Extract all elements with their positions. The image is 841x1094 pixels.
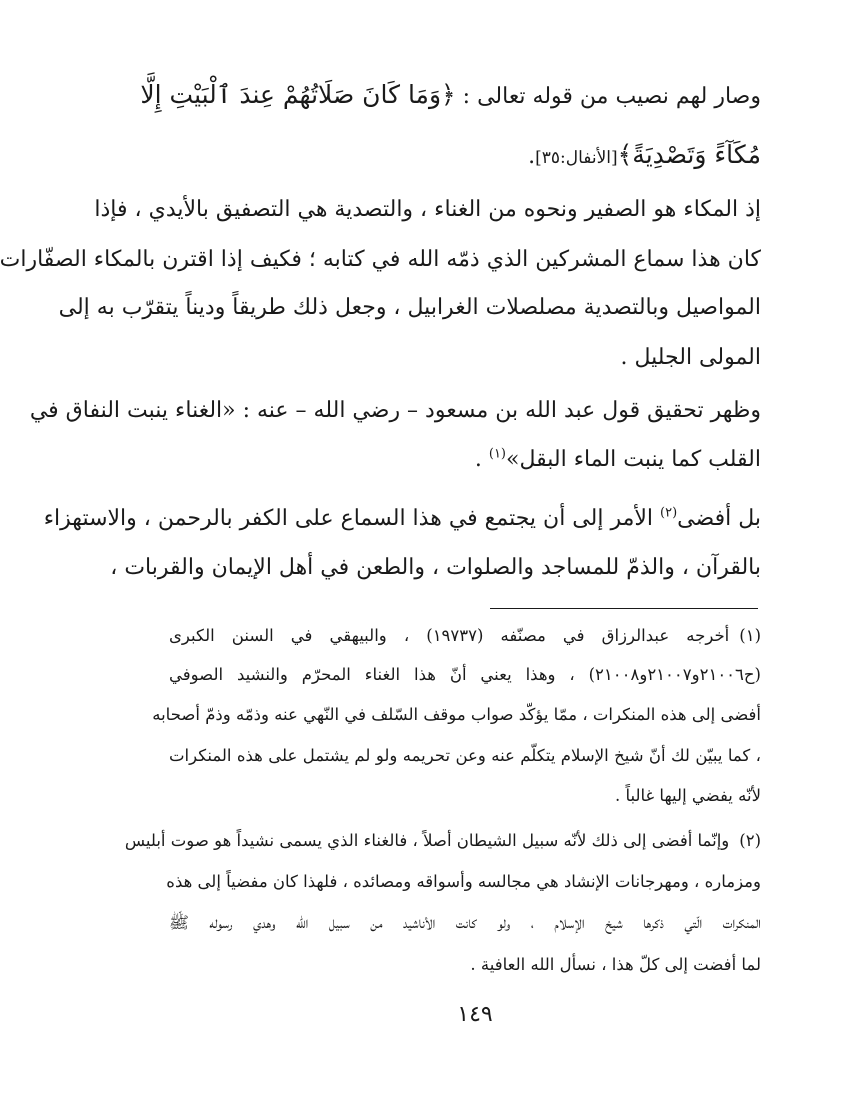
footnote-1-line-1 bbox=[169, 618, 761, 654]
quran-verse: ﴿وَمَا كَانَ صَلَاتُهُمْ عِندَ ٱلْبَيْتِ إِلَّا bbox=[140, 80, 456, 109]
main-text: بالقرآن ، والذمّ للمساجد والصلوات ، والطعن في أهل الإيمان والقربات ، bbox=[110, 555, 761, 580]
main-line-8 bbox=[169, 435, 761, 485]
footnote-2-line-1 bbox=[124, 823, 761, 859]
footnote-2-line-3 bbox=[169, 905, 761, 941]
main-line-2 bbox=[169, 130, 761, 180]
main-line-9 bbox=[43, 494, 761, 544]
footnote-marker: (١) bbox=[488, 446, 506, 462]
footnote-text: أفضى إلى هذه المنكرات ، ممّا يؤكّد صواب موقف السّلف في النّهي عنه وذمّه وذمّ أصحابه bbox=[152, 705, 761, 724]
footnote-number: (٢) bbox=[739, 831, 761, 850]
main-text: إذ المكاء هو الصفير ونحوه من الغناء ، والتصدية هي التصفيق بالأيدي ، فإذا bbox=[94, 197, 761, 222]
quran-verse: مُكَآءً وَتَصْدِيَةً﴾ bbox=[617, 140, 761, 169]
footnote-2-line-4 bbox=[169, 947, 761, 983]
footnote-text: (ح٢١٠٠٦و٢١٠٠٧و٢١٠٠٨) ، وهذا يعني أنّ هذا الغناء المحرّم والنشيد الصوفي bbox=[169, 665, 761, 684]
footnote-1-line-2 bbox=[169, 657, 761, 693]
main-line-6 bbox=[169, 333, 761, 383]
main-text: . bbox=[474, 447, 489, 472]
main-text: المولى الجليل . bbox=[620, 345, 761, 370]
footnote-1-line-4 bbox=[169, 738, 761, 774]
footnote-1-line-5 bbox=[169, 778, 761, 814]
main-line-3 bbox=[94, 185, 761, 235]
main-text: وصار لهم نصيب من قوله تعالى : bbox=[455, 84, 761, 109]
footnote-text: ومزماره ، ومهرجانات الإنشاد هي مجالسه وأسواقه ومصائده ، فلهذا كان مفضياً إلى هذه bbox=[166, 872, 761, 891]
main-text: كان هذا سماع المشركين الذي ذمّه الله في كتابه ؛ فكيف إذا اقترن بالمكاء الصفّارات bbox=[0, 247, 761, 272]
footnote-text: أخرجه عبدالرزاق في مصنّفه (١٩٧٣٧) ، والبيهقي في السنن الكبرى bbox=[169, 626, 730, 645]
footnote-text: لما أفضت إلى كلّ هذا ، نسأل الله العافية . bbox=[470, 955, 761, 974]
footnote-2-line-2 bbox=[166, 864, 761, 900]
footnote-text: وإنّما أفضى إلى ذلك لأنّه سبيل الشيطان أصلاً ، فالغناء الذي يسمى نشيداً هو صوت أبليس bbox=[124, 831, 730, 850]
footnote-text: لأنّه يفضي إليها غالباً . bbox=[615, 786, 761, 805]
footnote-number: (١) bbox=[739, 626, 761, 645]
main-text: الأمر إلى أن يجتمع في هذا السماع على الكفر بالرحمن ، والاستهزاء bbox=[43, 506, 661, 531]
main-text: وظهر تحقيق قول عبد الله بن مسعود – رضي الله – عنه : «الغناء ينبت النفاق في bbox=[29, 398, 761, 423]
main-text: بل أفضى bbox=[677, 506, 761, 531]
footnote-1-line-3 bbox=[152, 697, 761, 733]
footnote-text: ، كما يبيّن لك أنّ شيخ الإسلام يتكلّم عنه وعن تحريمه ولو لم يشتمل على هذه المنكرات bbox=[169, 746, 761, 765]
main-text: . bbox=[528, 144, 536, 169]
main-line-1 bbox=[140, 70, 761, 120]
main-line-5 bbox=[58, 283, 761, 333]
quran-reference: [الأنفال:٣٥] bbox=[535, 148, 618, 168]
main-line-7 bbox=[29, 386, 761, 436]
main-text: القلب كما ينبت الماء البقل» bbox=[506, 447, 761, 472]
footnote-text: المنكرات الّتي ذكرها شيخ الإسلام ، ولو كانت الأناشيد من سبيل الله وهدي رسوله ﷺ bbox=[169, 913, 761, 932]
main-line-4 bbox=[0, 235, 761, 285]
main-line-10 bbox=[110, 543, 761, 593]
main-text: المواصيل وبالتصدية مصلصلات الغرابيل ، وجعل ذلك طريقاً وديناً يتقرّب به إلى bbox=[58, 295, 761, 320]
footnote-marker: (٢) bbox=[660, 505, 678, 521]
footnote-divider bbox=[490, 608, 758, 609]
page-number: ١٤٩ bbox=[457, 1002, 493, 1027]
